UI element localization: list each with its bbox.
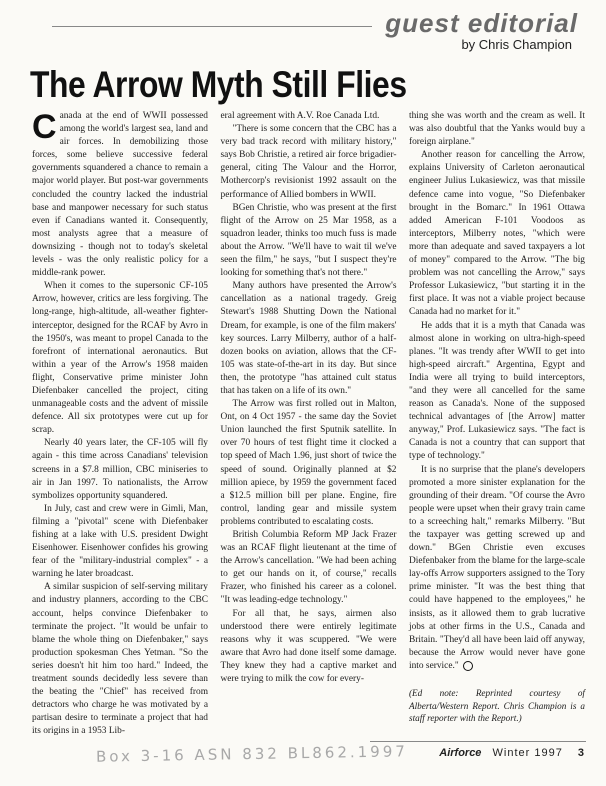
- magazine-name: Airforce: [439, 747, 482, 759]
- headline: The Arrow Myth Still Flies: [30, 64, 407, 105]
- editor-note: (Ed note: Reprinted courtesy of Alberta/Western Report. Chris Champion is a staff reporter with the Report.): [409, 688, 585, 724]
- paragraph: thing she was worth and the cream as well. It was also doubtful that the Yanks would buy a foreign airplane.": [409, 111, 585, 148]
- paragraph: Another reason for cancelling the Arrow, explains University of Carleton aeronautical engineer Julius Lukasiewicz, was that missile defence came into vogue, "So Diefenbaker brought in the Bomarc." In 1961 Ottawa added American F-101 Voodoos as interceptors, Milberry notes, "which were more than adequate and saved taxpayers a lot of money" compared to the Arrow. "The big problem was not cancelling the Arrow," says Professor Lukasiewicz, "but starting it in the first place. It was not a viable project because Canada had no market for it.": [409, 150, 585, 318]
- paragraph: When it comes to the supersonic CF-105 Arrow, however, critics are less forgiving. The long-range, high-altitude, all-weather fighter-interceptor, designed for the RCAF by Avro in the 1950's, was meant to propel Canada to the forefront of international aeronautics. But within a year of the Arrow's 1958 maiden flight, Conservative prime minister John Diefenbaker cancelled the project, citing unmanageable costs and the advent of missile defence. All six prototypes were cut up for scrap.: [32, 281, 208, 436]
- header-rule: [52, 26, 372, 27]
- page-footer: [439, 747, 584, 759]
- drop-cap: C: [32, 108, 57, 146]
- end-mark-icon: [463, 661, 473, 671]
- paragraph: It is no surprise that the plane's developers promoted a more sinister explanation for the grounding of their dream. "Of course the Avro people were upset when their gravy train came to a screeching halt," remarks Milberry. "But the taxpayer was getting screwed up and down." BGen Christie even excuses Diefenbaker from the blame for the large-scale lay-offs Arrow supporters assigned to the Tory prime minister. "It was the best thing that could have happened to the employees," he insists, as it allowed them to grab lucrative jobs at other firms in the U.S., Canada and Britain. "They'd all have been laid off anyway, because the Arrow would never have gone into service.": [409, 464, 585, 671]
- issue-date: Winter 1997: [492, 747, 563, 759]
- paragraph: eral agreement with A.V. Roe Canada Ltd.: [220, 111, 380, 121]
- column-1: [32, 108, 208, 737]
- archive-annotation: Box 3-16 ASN 832 BL862.1997: [95, 742, 408, 766]
- paragraph: In July, cast and crew were in Gimli, Man, filming a "pivotal" scene with Diefenbaker fishing at a lake with U.S. president Dwight Eisenhower. Eisenhower confides his growing fear of the "military-industrial complex" - a warning he later broadcast.: [32, 503, 208, 580]
- byline: by Chris Champion: [461, 37, 572, 52]
- section-label: guest editorial: [385, 8, 578, 38]
- paragraph: Many authors have presented the Arrow's cancellation as a national tragedy. Greig Stewart's 1988 Shutting Down the National Dream, for example, is one of the film makers' key sources. Larry Milberry, author of a half-dozen books on aviation, allows that the CF-105 was state-of-the-art in its day. But since then, the prototype "has attained cult status that has taken on a life of its own.": [220, 281, 397, 396]
- paragraph: The Arrow was first rolled out in Malton, Ont, on 4 Oct 1957 - the same day the Soviet Union launched the first Sputnik satellite. In over 70 hours of test flight time it clocked a top speed of Mach 1.96, just short of twice the speed of sound. Originally planned at $2 million apiece, by 1959 the government faced a $12.5 million bill per plane. Engine, fire control, landing gear and missile system problems contributed to escalating costs.: [220, 399, 397, 527]
- footer-rule: [370, 741, 586, 742]
- paragraph: British Columbia Reform MP Jack Frazer was an RCAF flight lieutenant at the time of the Arrow's cancellation. "We had been aching to get our hands on it, of course," recalls Frazer, who finished his career as a colonel. "It was leading-edge technology.": [220, 530, 397, 606]
- page-number: 3: [577, 747, 584, 759]
- article-body: [32, 108, 585, 737]
- paragraph: For all that, he says, airmen also understood there were entirely legitimate reasons why it was scuppered. "We were aware that Avro had done itself some damage. They knew they had a captive market and were trying to milk the cow for every-: [220, 608, 397, 685]
- paragraph: BGen Christie, who was present at the first flight of the Arrow on 25 Mar 1958, as a squadron leader, thinks too much fuss is made about the Arrow. "We'll have to wait til we've seen the film," he says, "but I suspect they're looking for something that's not there.": [220, 202, 397, 279]
- paragraph: He adds that it is a myth that Canada was almost alone in working on ultra-high-speed planes. "It was trendy after WWII to get into high-speed aircraft." Argentina, Egypt and India were all trying to build interceptors, "and they were all cancelled for the same reason as Canada's. None of the supposed technical advantages of [the Arrow] matter anyway," Prof. Lukasiewicz says. "The fact is Canada is not a country that can support that type of technology.": [409, 320, 585, 462]
- paragraph: "There is some concern that the CBC has a very bad track record with military history," says Bob Christie, a retired air force brigadier-general, citing The Valour and the Horror, Mothercorp's revisionist 1992 assault on the performance of Allied bombers in WWII.: [220, 124, 397, 200]
- paragraph: Nearly 40 years later, the CF-105 will fly again - this time across Canadians' television screens in a $7.8 million, CBC miniseries to air in Jan 1997. To nationalists, the Arrow symbolizes opportunity squandered.: [32, 438, 208, 501]
- column-2: [221, 110, 397, 726]
- paragraph: A similar suspicion of self-serving military and industry planners, according to the CBC account, helps convince Diefenbaker to terminate the project. "It would be unfair to blame the whole thing on Diefenbaker," says production spokesman Ches Yetman. "So the series doesn't hit him too hard." Indeed, the treatment sounds decidedly less severe than the beating the "Chief" has received from detractors who charge he was motivated by a partisan desire to terminate a project that had its origins in a 1953 Lib-: [32, 582, 208, 737]
- column-3: [409, 110, 585, 726]
- paragraph: Canada at the end of WWII possessed among the world's largest sea, land and air forces. In demobilizing those forces, some believe successive federal governments squandered a chance to remain a major world player. But post-war governments concluded the country lacked the industrial base and manpower necessary for such status even if Canadians wanted it. Consequently, most analysts agree that a measure of downsizing - though not to today's skeletal levels - was the only realistic policy for a middle-rank power.: [32, 108, 208, 279]
